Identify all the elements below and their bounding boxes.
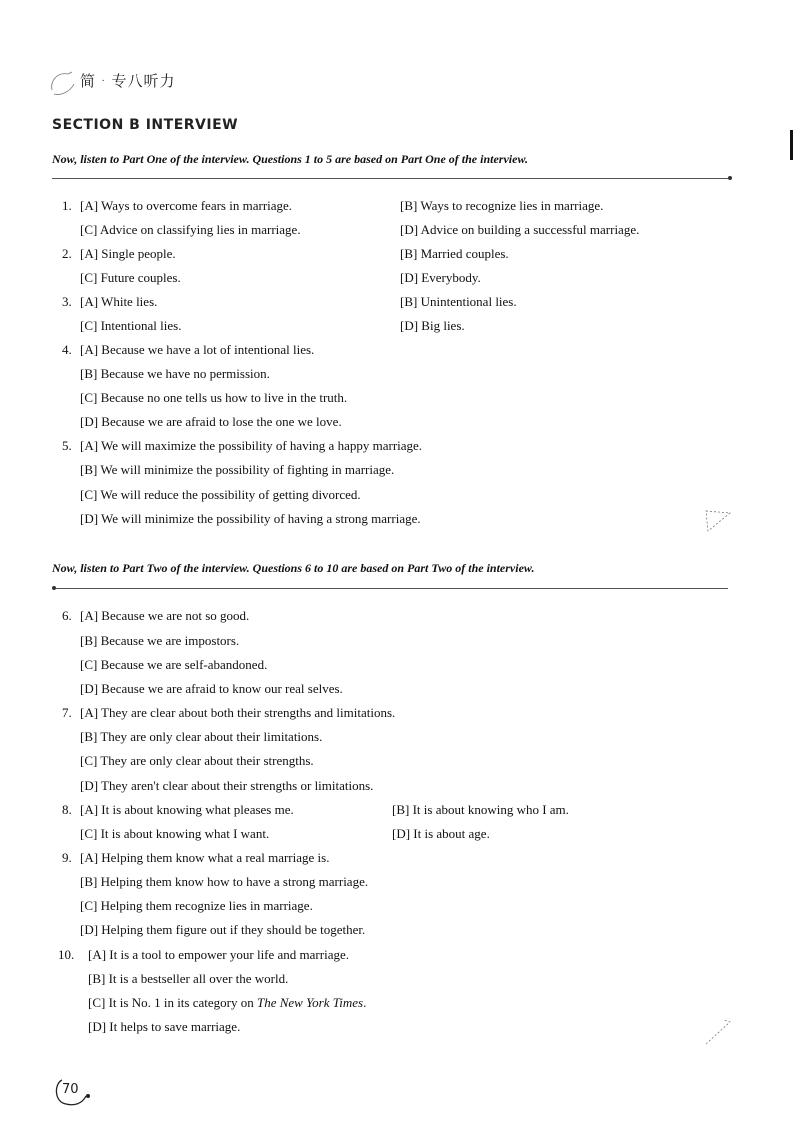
answer-option [80,318,181,334]
answer-option [80,753,314,769]
answer-option [80,438,422,454]
option-text: [C] We will reduce the possibility of getting divorced. [80,487,361,502]
answer-option [80,222,301,238]
question-number: 1. [62,198,72,213]
option-text: [A] They are clear about both their strengths and limitations. [80,705,396,720]
option-text: [C] Future couples. [80,270,181,285]
answer-option [80,246,176,262]
option-text: [C] Intentional lies. [80,318,182,333]
question-number: 6. [62,608,72,623]
answer-option: [B] It is about knowing who I am. [392,802,569,817]
answer-option [80,390,347,406]
option-text: [B] It is a bestseller all over the world. [88,971,289,986]
rule-end-dot [728,176,732,180]
question-number: 10. [58,947,75,962]
option-text: [C] It is about knowing what I want. [80,826,270,841]
header-separator: · [101,76,106,87]
option-text: [D] Helping them figure out if they should be together. [80,922,366,937]
answer-option: [D] Big lies. [400,318,465,333]
answer-option [80,802,294,818]
option-text: [B] Helping them know how to have a strong marriage. [80,874,369,889]
answer-option: [B] Ways to recognize lies in marriage. [400,198,604,213]
answer-option: [D] It is about age. [392,826,490,841]
answer-option [80,342,314,358]
option-text: [A] It is a tool to empower your life and marriage. [88,947,349,962]
option-text: [A] Because we are not so good. [80,608,250,623]
question-number: 8. [62,802,72,817]
page-curl-icon [700,505,736,535]
part-two-rule [56,588,728,589]
answer-option [80,608,249,624]
option-text: [A] Single people. [80,246,176,261]
option-text: [C] They are only clear about their strengths. [80,753,314,768]
answer-option [88,1019,240,1035]
answer-option [80,729,322,745]
answer-option [80,462,394,478]
answer-option [80,681,343,697]
answer-option [80,414,342,430]
answer-option: [D] Advice on building a successful marriage. [400,222,640,237]
option-text: [D] It helps to save marriage. [88,1019,241,1034]
question-number: 7. [62,705,72,720]
answer-option [80,294,157,310]
option-text: [D] Because we are afraid to know our real selves. [80,681,343,696]
option-text: [A] Because we have a lot of intentional lies. [80,342,315,357]
option-text: [C] Because we are self-abandoned. [80,657,268,672]
option-text: [B] Because we are impostors. [80,633,240,648]
part-two-instruction: Now, listen to Part Two of the interview. Questions 6 to 10 are based on Part Two of the interview. [52,561,535,575]
publication-title: The New York Times [256,995,364,1010]
answer-option [80,898,313,914]
option-text: [B] They are only clear about their limitations. [80,729,323,744]
section-title: SECTION B INTERVIEW [52,117,239,133]
question-number: 4. [62,342,72,357]
logo-swirl-icon [48,68,78,98]
option-text: [D] They aren't clear about their strengths or limitations. [80,778,374,793]
answer-option [80,633,239,649]
answer-option [80,198,292,214]
answer-option: [B] Unintentional lies. [400,294,517,309]
answer-option: [B] Married couples. [400,246,509,261]
question-number: 3. [62,294,72,309]
header-title [80,70,175,91]
option-text: [B] We will minimize the possibility of fighting in marriage. [80,462,395,477]
option-text: [B] Because we have no permission. [80,366,270,381]
answer-option [80,511,421,527]
option-text: [D] Because we are afraid to lose the one we love. [80,414,342,429]
option-text: [A] It is about knowing what pleases me. [80,802,294,817]
answer-option [80,922,365,938]
question-number: 5. [62,438,72,453]
part-one-instruction: Now, listen to Part One of the interview. Questions 1 to 5 are based on Part One of the interview. [52,152,529,166]
margin-bar [790,130,793,160]
answer-option [80,705,395,721]
option-text: [C] Advice on classifying lies in marriage. [80,222,301,237]
book-title: 专八听力 [111,72,176,90]
option-text-tail: . [363,995,367,1010]
logo-char: 简 [80,72,97,90]
answer-option [80,778,373,794]
answer-option [80,850,329,866]
answer-option [80,657,267,673]
page-curl-icon [700,1014,736,1048]
answer-option [88,995,366,1011]
option-text: [C] Because no one tells us how to live in the truth. [80,390,348,405]
option-text: [D] We will minimize the possibility of having a strong marriage. [80,511,421,526]
option-text: [A] Helping them know what a real marriage is. [80,850,330,865]
answer-option [80,487,361,503]
answer-option [80,826,269,842]
option-text: [C] Helping them recognize lies in marriage. [80,898,313,913]
option-text: [A] White lies. [80,294,158,309]
option-text: [A] Ways to overcome fears in marriage. [80,198,293,213]
question-number: 9. [62,850,72,865]
answer-option [80,874,368,890]
answer-option [88,947,349,963]
option-text: [C] It is No. 1 in its category on [88,995,257,1010]
part-one-rule [52,178,730,179]
answer-option [80,366,270,382]
question-number: 2. [62,246,72,261]
answer-option: [D] Everybody. [400,270,481,285]
option-text: [A] We will maximize the possibility of having a happy marriage. [80,438,423,453]
answer-option [80,270,181,286]
answer-option [88,971,288,987]
page-number: 70 [62,1082,79,1097]
